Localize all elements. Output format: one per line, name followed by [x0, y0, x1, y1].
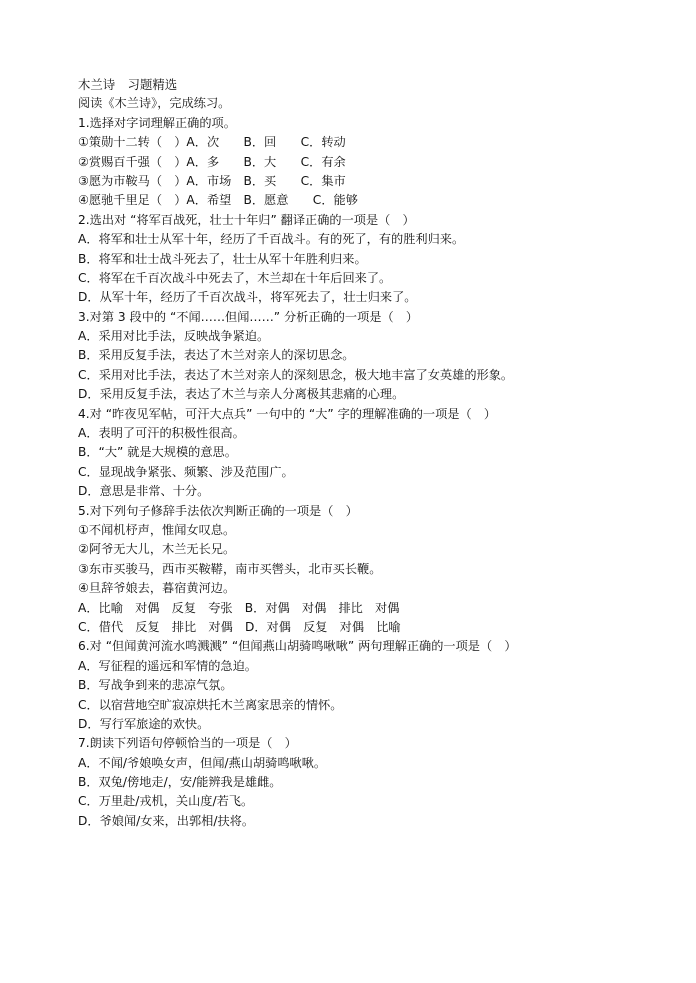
question-6-option-d: D．写行军旅途的欢快。	[78, 716, 210, 731]
question-6-option-c: C．以宿营地空旷寂凉烘托木兰离家思亲的情怀。	[78, 697, 343, 712]
question-1: 1.选择对字词理解正确的项。	[78, 115, 236, 130]
question-7: 7.朗读下列语句停顿恰当的一项是（ ）	[78, 736, 297, 751]
question-3: 3.对第 3 段中的 “不闻……但闻……” 分析正确的一项是（ ）	[78, 309, 419, 324]
question-2-option-d: D．从军十年，经历了千百次战斗，将军死去了，壮士归来了。	[78, 290, 417, 305]
question-5-sentence-1: ①不闻机杼声，惟闻女叹息。	[78, 522, 236, 537]
question-7-option-b: B．双兔/傍地走/，安/能辨我是雄雌。	[78, 775, 282, 790]
document-content	[78, 75, 638, 831]
question-7-option-c: C．万里赴/戎机，关山度/若飞。	[78, 794, 254, 809]
question-3-option-b: B．采用反复手法，表达了木兰对亲人的深切思念。	[78, 348, 355, 363]
question-3-option-d: D．采用反复手法，表达了木兰与亲人分离极其悲痛的心理。	[78, 387, 405, 402]
question-6: 6.对 “但闻黄河流水鸣溅溅” “但闻燕山胡骑鸣啾啾” 两句理解正确的一项是（ ）	[78, 639, 517, 654]
question-6-option-b: B．写战争到来的悲凉气氛。	[78, 678, 233, 693]
question-1-item-3: ③愿为市鞍马（ ）A．市场 B．买 C．集市	[78, 173, 346, 188]
question-6-option-a: A．写征程的遥远和军情的急迫。	[78, 658, 257, 673]
question-1-item-1: ①策勋十二转（ ）A．次 B．回 C．转动	[78, 135, 346, 150]
question-5-options-cd: C．借代 反复 排比 对偶 D．对偶 反复 对偶 比喻	[78, 619, 401, 634]
question-2: 2.选出对 “将军百战死，壮士十年归” 翻译正确的一项是（ ）	[78, 212, 415, 227]
question-5-options-ab: A．比喻 对偶 反复 夸张 B．对偶 对偶 排比 对偶	[78, 600, 400, 615]
question-7-option-d: D．爷娘闻/女来，出郭相/扶将。	[78, 813, 255, 828]
question-2-option-a: A．将军和壮士从军十年，经历了千百战斗。有的死了，有的胜利归来。	[78, 232, 465, 247]
question-2-option-c: C．将军在千百次战斗中死去了，木兰却在十年后回来了。	[78, 270, 392, 285]
question-5-sentence-3: ③东市买骏马，西市买鞍鞯，南市买辔头，北市买长鞭。	[78, 561, 382, 576]
question-4-option-c: C．显现战争紧张、频繁、涉及范围广。	[78, 464, 294, 479]
question-1-item-2: ②赏赐百千强（ ）A．多 B．大 C．有余	[78, 154, 346, 169]
instruction-line: 阅读《木兰诗》，完成练习。	[78, 96, 231, 111]
question-4-option-d: D．意思是非常、十分。	[78, 484, 210, 499]
question-4-option-b: B．“大” 就是大规模的意思。	[78, 445, 237, 460]
document-title: 木兰诗 习题精选	[78, 77, 178, 92]
question-4-option-a: A．表明了可汗的积极性很高。	[78, 426, 245, 441]
question-3-option-a: A．采用对比手法，反映战争紧迫。	[78, 329, 270, 344]
question-4: 4.对 “昨夜见军帖，可汗大点兵” 一句中的 “大” 字的理解准确的一项是（ ）	[78, 406, 497, 421]
question-7-option-a: A．不闻/爷娘唤女声，但闻/燕山胡骑鸣啾啾。	[78, 755, 327, 770]
question-5-sentence-2: ②阿爷无大儿，木兰无长兄。	[78, 542, 236, 557]
question-2-option-b: B．将军和壮士战斗死去了，壮士从军十年胜利归来。	[78, 251, 367, 266]
question-5: 5.对下列句子修辞手法依次判断正确的一项是（ ）	[78, 503, 358, 518]
question-3-option-c: C．采用对比手法，表达了木兰对亲人的深刻思念，极大地丰富了女英雄的形象。	[78, 367, 514, 382]
question-5-sentence-4: ④旦辞爷娘去，暮宿黄河边。	[78, 581, 236, 596]
question-1-item-4: ④愿驰千里足（ ）A．希望 B．愿意 C．能够	[78, 193, 358, 208]
